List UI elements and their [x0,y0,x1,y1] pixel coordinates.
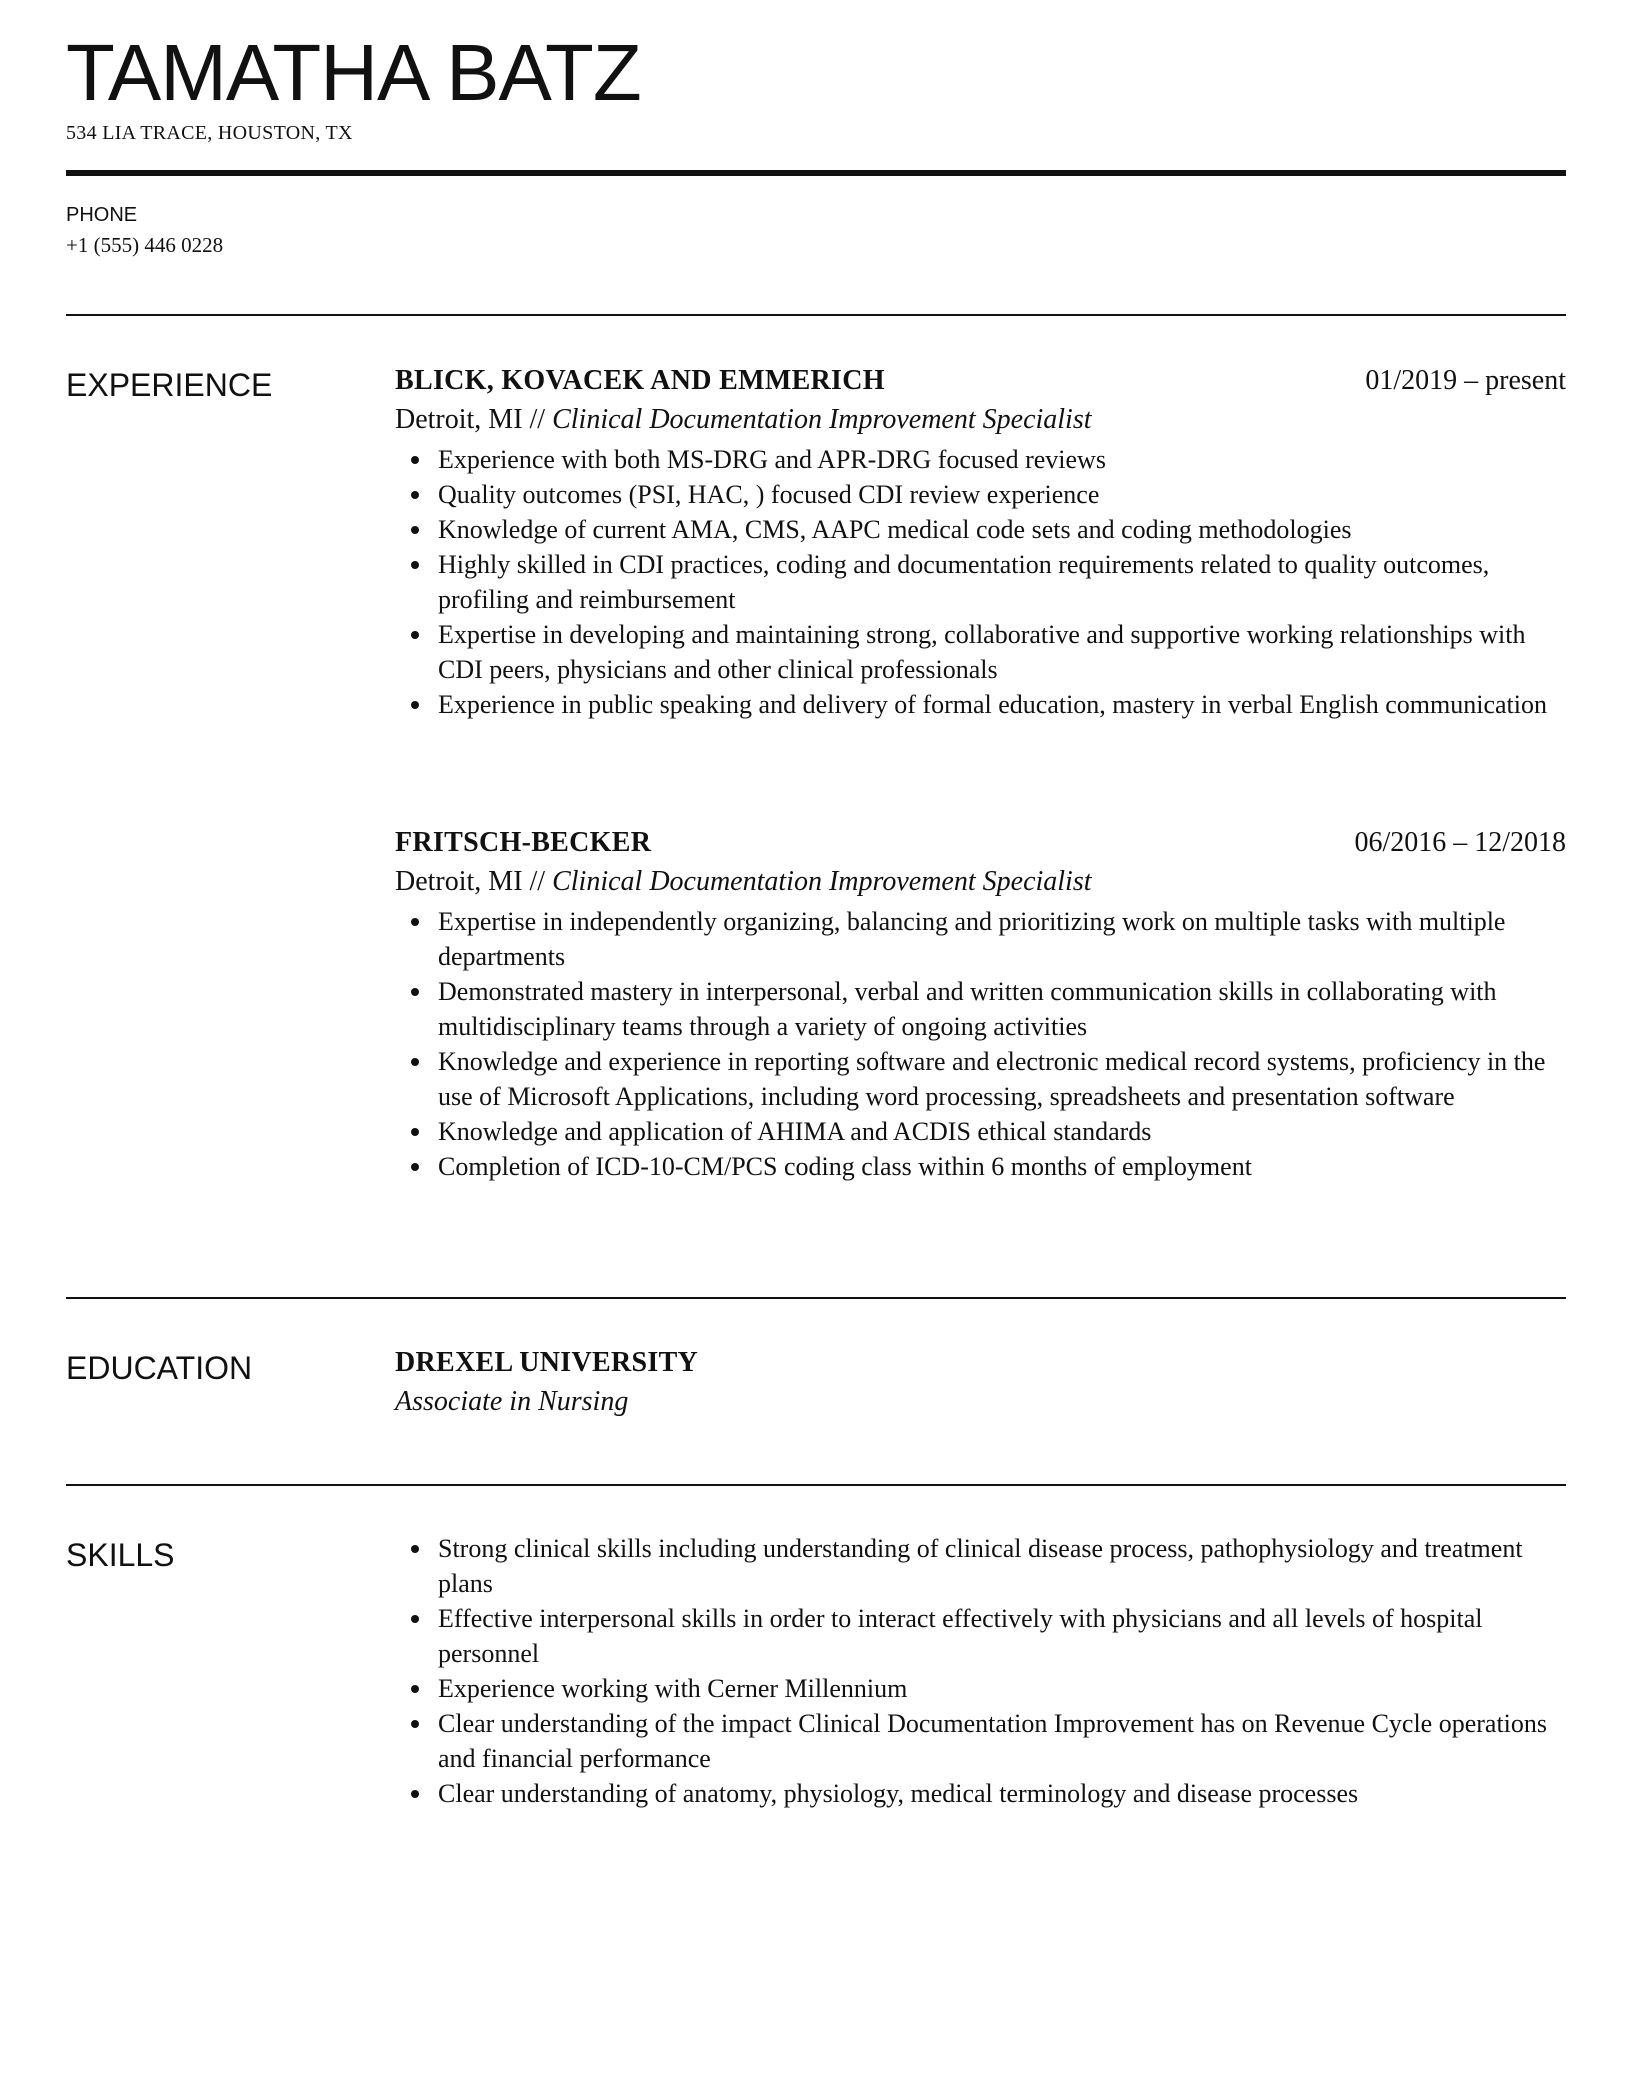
skill-item: Experience working with Cerner Millennium [438,1671,1566,1706]
skills-list-container [395,1531,1566,1811]
section-divider [66,1484,1566,1486]
bullet-item: Expertise in developing and maintaining strong, collaborative and supportive working relationships with CDI peers, physicians and other clinical professionals [438,617,1566,687]
phone-label: PHONE [66,204,138,226]
job-dates: 06/2016 – 12/2018 [1354,827,1566,858]
degree: Associate in Nursing [395,1386,629,1417]
job-header [395,824,1566,862]
bullet-item: Experience in public speaking and delivery of formal education, mastery in verbal English communication [438,687,1566,722]
job-location: Detroit, MI [395,404,523,435]
school-name: DREXEL UNIVERSITY [395,1347,699,1378]
skill-item: Clear understanding of the impact Clinical Documentation Improvement has on Revenue Cycle operations and financial performance [438,1706,1566,1776]
job-header [395,362,1566,400]
job-title: Clinical Documentation Improvement Specialist [552,404,1092,435]
bullet-item: Knowledge of current AMA, CMS, AAPC medical code sets and coding methodologies [438,512,1566,547]
experience-entry [395,362,1566,722]
bullet-item: Expertise in independently organizing, balancing and prioritizing work on multiple tasks with multiple departments [438,904,1566,974]
company-name: FRITSCH-BECKER [395,827,652,858]
education-heading: EDUCATION [66,1350,253,1386]
company-name: BLICK, KOVACEK AND EMMERICH [395,365,885,396]
bullet-item: Demonstrated mastery in interpersonal, verbal and written communication skills in collaborating with multidisciplinary teams through a variety of ongoing activities [438,974,1566,1044]
job-dates: 01/2019 – present [1365,365,1566,396]
bullet-item: Highly skilled in CDI practices, coding and documentation requirements related to quality outcomes, profiling and reimbursement [438,547,1566,617]
skill-item: Effective interpersonal skills in order to interact effectively with physicians and all levels of hospital personnel [438,1601,1566,1671]
experience-entry [395,824,1566,1184]
candidate-name: TAMATHA BATZ [66,28,641,117]
job-location: Detroit, MI [395,866,523,897]
bullet-item: Experience with both MS-DRG and APR-DRG focused reviews [438,442,1566,477]
job-bullets [395,442,1566,722]
address: 534 LIA TRACE, HOUSTON, TX [66,122,353,144]
bullet-item: Knowledge and application of AHIMA and ACDIS ethical standards [438,1114,1566,1149]
bullet-item: Knowledge and experience in reporting software and electronic medical record systems, proficiency in the use of Microsoft Applications, including word processing, spreadsheets and presentation software [438,1044,1566,1114]
bullet-item: Quality outcomes (PSI, HAC, ) focused CDI review experience [438,477,1566,512]
skill-item: Clear understanding of anatomy, physiology, medical terminology and disease processes [438,1776,1566,1811]
skills-list [395,1531,1566,1811]
job-subline [395,400,1566,440]
job-title: Clinical Documentation Improvement Specialist [552,866,1092,897]
experience-heading: EXPERIENCE [66,367,273,403]
bullet-item: Completion of ICD-10-CM/PCS coding class within 6 months of employment [438,1149,1566,1184]
job-separator: // [522,404,553,435]
education-header [395,1344,1566,1382]
education-entry [395,1344,1566,1422]
job-bullets [395,904,1566,1184]
phone-value: +1 (555) 446 0228 [66,233,224,257]
skills-heading: SKILLS [66,1537,175,1573]
section-divider [66,314,1566,316]
header-divider [66,170,1566,176]
skill-item: Strong clinical skills including understanding of clinical disease process, pathophysiology and treatment plans [438,1531,1566,1601]
job-subline [395,862,1566,902]
section-divider [66,1297,1566,1299]
job-separator: // [522,866,553,897]
